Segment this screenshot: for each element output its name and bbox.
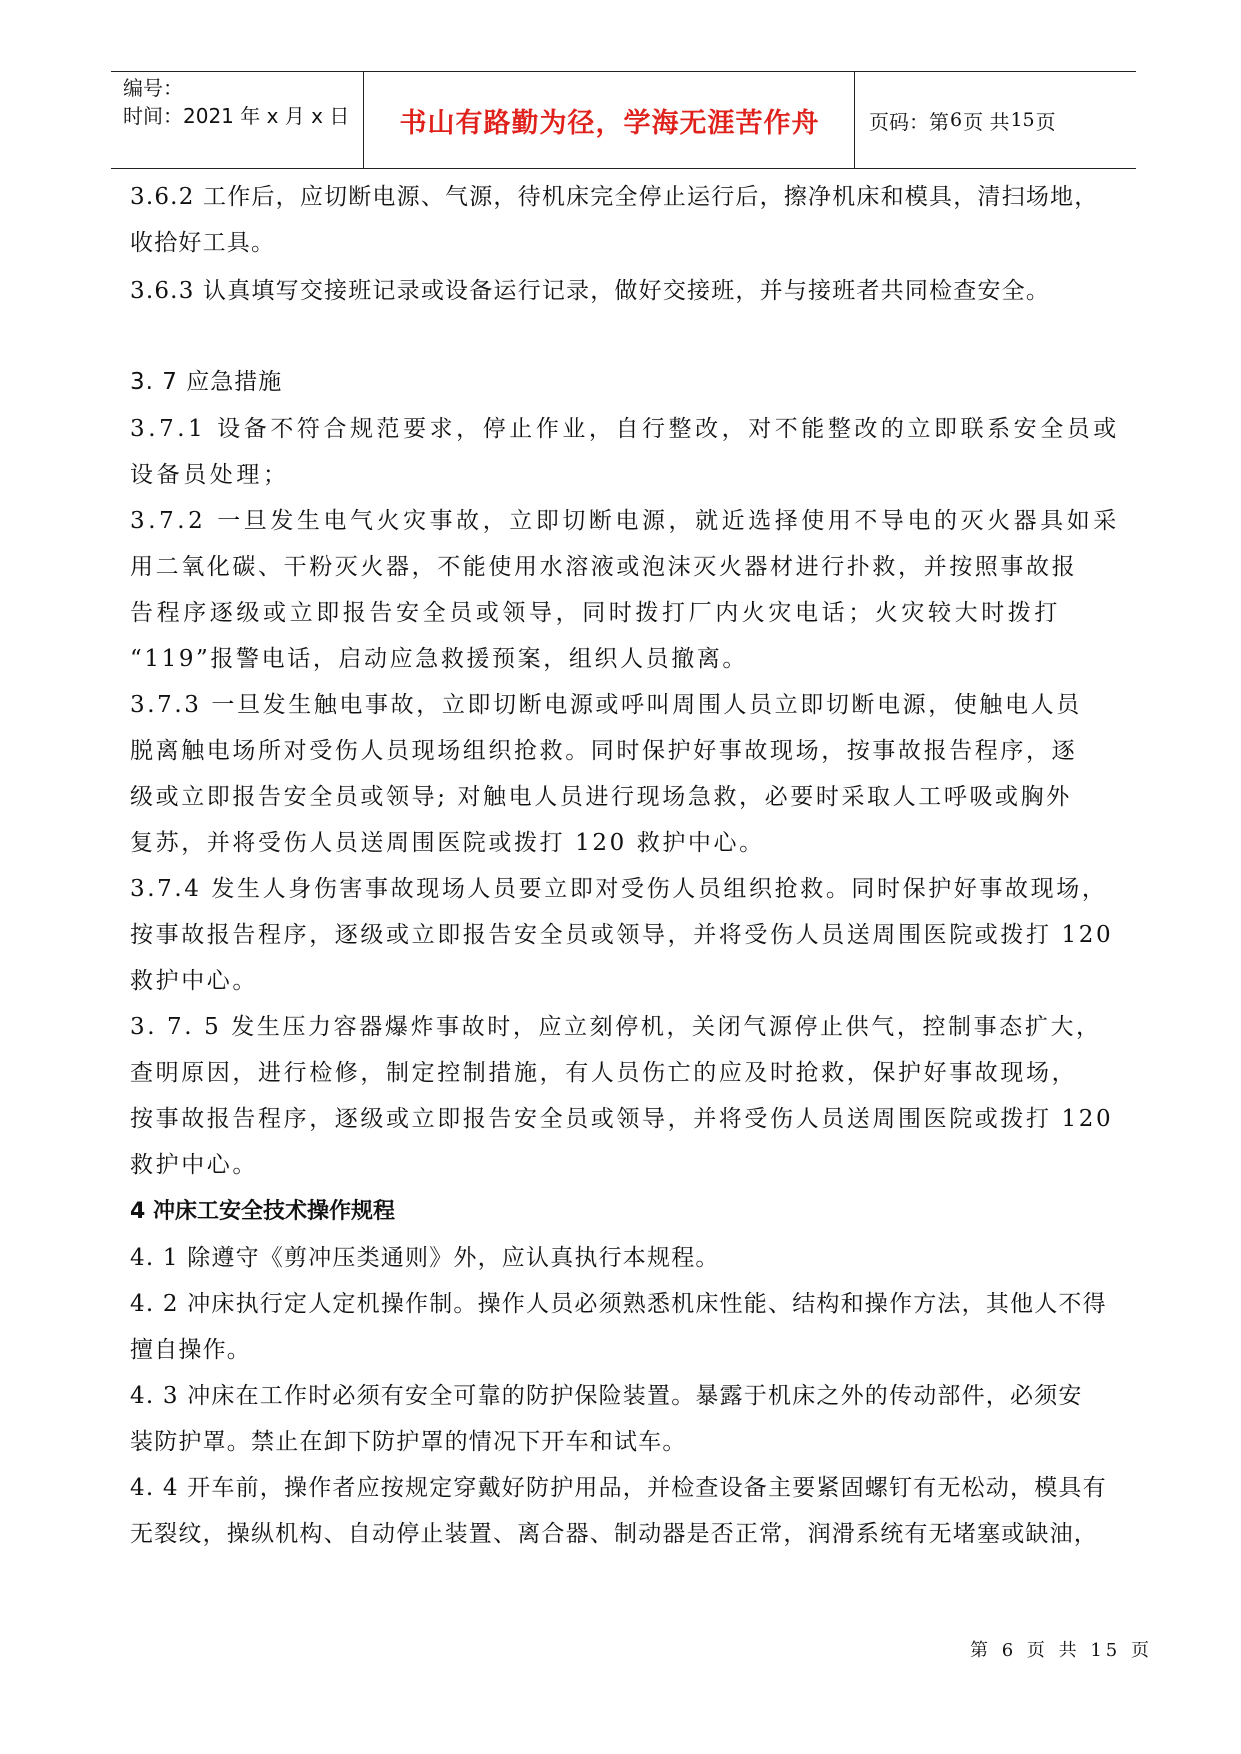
body-line: 按事故报告程序，逐级或立即报告安全员或领导，并将受伤人员送周围医院或拨打 120: [130, 922, 1114, 948]
page-mid: 页 共: [963, 109, 1010, 134]
body-line: 3.7.2 一旦发生电气火灾事故，立即切断电源，就近选择使用不导电的灭火器具如采: [130, 508, 1120, 534]
body-line: 查明原因，进行检修，制定控制措施，有人员伤亡的应及时抢救，保护好事故现场，: [130, 1060, 1078, 1086]
body-line: 4. 1 除遵守《剪冲压类通则》外，应认真执行本规程。: [130, 1245, 720, 1271]
body-line: 级或立即报告安全员或领导; 对触电人员进行现场急救，必要时采取人工呼吸或胸外: [130, 784, 1072, 810]
body-line: 复苏，并将受伤人员送周围医院或拨打 120 救护中心。: [130, 830, 765, 856]
body-line: 按事故报告程序，逐级或立即报告安全员或领导，并将受伤人员送周围医院或拨打 120: [130, 1106, 1114, 1132]
page-prefix: 页码：第: [869, 109, 949, 134]
body-line: 告程序逐级或立即报告安全员或领导，同时拨打厂内火灾电话；火灾较大时拨打: [130, 600, 1061, 626]
page-total: 15: [1010, 109, 1035, 131]
page-suffix: 页: [1035, 109, 1056, 134]
body-line: 装防护罩。禁止在卸下防护罩的情况下开车和试车。: [130, 1429, 687, 1455]
body-line: 收拾好工具。: [130, 230, 276, 256]
body-line: 3.6.3 认真填写交接班记录或设备运行记录，做好交接班，并与接班者共同检查安全。: [130, 278, 1051, 304]
page-header: [111, 71, 1136, 169]
body-line: 4. 2 冲床执行定人定机操作制。操作人员必须熟悉机床性能、结构和操作方法，其他人不得: [130, 1291, 1107, 1317]
body-line: 3.7.3 一旦发生触电事故，立即切断电源或呼叫周围人员立即切断电源，使触电人员: [130, 692, 1082, 718]
body-line: “119”报警电话，启动应急救援预案，组织人员撤离。: [130, 646, 749, 672]
body-line: 4. 3 冲床在工作时必须有安全可靠的防护保险装置。暴露于机床之外的传动部件，必须安: [130, 1383, 1083, 1409]
header-motto: 书山有路勤为径，学海无涯苦作舟: [399, 107, 820, 139]
header-divider-right: [854, 72, 855, 168]
body-line: 3. 7. 5 发生压力容器爆炸事故时，应立刻停机，关闭气源停止供气，控制事态扩大，: [130, 1014, 1102, 1040]
header-divider-left: [363, 72, 364, 168]
body-line: 设备员处理；: [130, 462, 290, 488]
body-line: 3.7.4 发生人身伤害事故现场人员要立即对受伤人员组织抢救。同时保护好事故现场，: [130, 876, 1108, 902]
document-time-label: 时间：2021 年 x 月 x 日: [123, 104, 350, 128]
body-line: 脱离触电场所对受伤人员现场组织抢救。同时保护好事故现场，按事故报告程序，逐: [130, 738, 1078, 764]
header-meta: [123, 74, 349, 130]
chapter-heading: 4 冲床工安全技术操作规程: [130, 1199, 395, 1224]
body-line: 4. 4 开车前，操作者应按规定穿戴好防护用品，并检查设备主要紧固螺钉有无松动，模具有: [130, 1475, 1107, 1501]
document-number-label: 编号：: [123, 76, 183, 100]
section-heading: 3. 7 应急措施: [130, 369, 283, 395]
body-line: 救护中心。: [130, 1152, 258, 1178]
page-current: 6: [950, 109, 963, 131]
body-line: 救护中心。: [130, 968, 258, 994]
body-line: 擅自操作。: [130, 1337, 251, 1363]
body-line: 3.6.2 工作后，应切断电源、气源，待机床完全停止运行后，擦净机床和模具，清扫场地，: [130, 184, 1099, 210]
body-line: 无裂纹，操纵机构、自动停止装置、离合器、制动器是否正常，润滑系统有无堵塞或缺油，: [130, 1521, 1098, 1547]
header-page-info: [869, 72, 1056, 168]
body-line: 3.7.1 设备不符合规范要求，停止作业，自行整改，对不能整改的立即联系安全员或: [130, 416, 1120, 442]
page-footer: 第 6 页 共 15 页: [970, 1640, 1153, 1661]
body-line: 用二氧化碳、干粉灭火器，不能使用水溶液或泡沫灭火器材进行扑救，并按照事故报: [130, 554, 1078, 580]
